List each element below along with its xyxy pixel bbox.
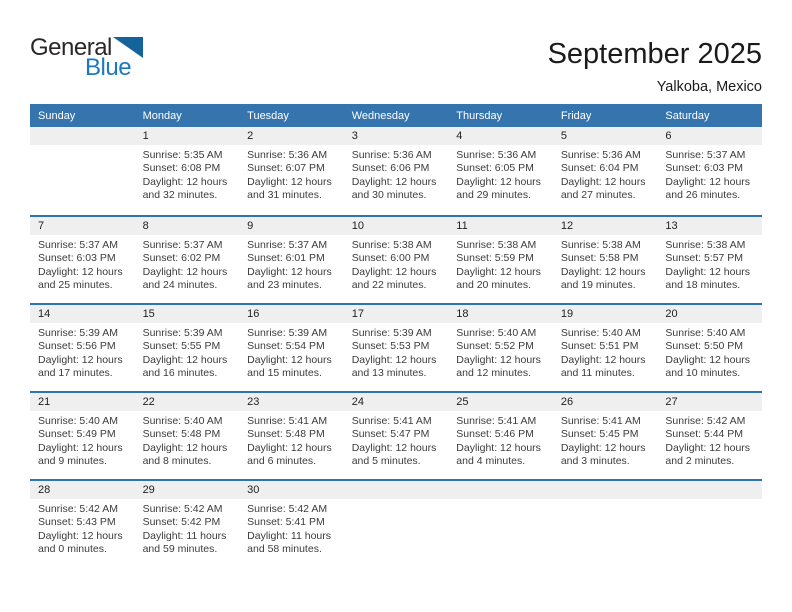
sunset-text: Sunset: 5:52 PM: [456, 340, 534, 353]
calendar-day-cell: [448, 217, 553, 303]
daylight-text-line1: Daylight: 12 hours: [142, 175, 228, 188]
day-number: 28: [38, 484, 51, 496]
daylight-text-line2: and 19 minutes.: [560, 279, 636, 292]
day-details: [448, 235, 553, 293]
daylight-text-line1: Daylight: 12 hours: [351, 175, 437, 188]
daylight-text-line1: Daylight: 12 hours: [456, 265, 541, 278]
calendar-day-cell: [30, 393, 135, 479]
day-number-band: [239, 127, 344, 145]
day-number-band: [448, 127, 553, 145]
day-number: 5: [560, 130, 567, 142]
daylight-text-line2: and 26 minutes.: [665, 189, 741, 202]
sunrise-text: Sunrise: 5:38 AM: [456, 239, 537, 251]
calendar-day-cell: [239, 305, 344, 391]
daylight-text-line2: and 6 minutes.: [247, 455, 317, 468]
day-number-band: [30, 393, 135, 411]
day-details: [30, 235, 135, 293]
day-details: [553, 235, 658, 293]
day-details: [344, 235, 449, 293]
daylight-text-line2: and 16 minutes.: [142, 367, 218, 380]
calendar-day-cell: [239, 127, 344, 215]
daylight-text-line2: and 2 minutes.: [665, 455, 735, 468]
daylight-text-line2: and 58 minutes.: [247, 543, 322, 556]
daylight-text-line1: Daylight: 12 hours: [560, 265, 646, 278]
sunrise-text: Sunrise: 5:40 AM: [665, 327, 746, 339]
day-number: 16: [247, 308, 260, 320]
daylight-text-line1: Daylight: 12 hours: [38, 529, 123, 542]
daylight-text-line1: Daylight: 12 hours: [665, 175, 751, 188]
daylight-text-line2: and 31 minutes.: [247, 189, 322, 202]
sunset-text: Sunset: 5:53 PM: [351, 340, 430, 353]
day-number-band: [135, 393, 240, 411]
day-number: 14: [38, 308, 51, 320]
day-details: [344, 411, 449, 469]
daylight-text-line2: and 18 minutes.: [665, 279, 741, 292]
sunset-text: Sunset: 5:56 PM: [38, 340, 116, 353]
calendar-day-cell: [657, 217, 762, 303]
day-number: 17: [351, 308, 364, 320]
sunset-text: Sunset: 5:44 PM: [665, 428, 744, 441]
calendar-day-cell: [657, 393, 762, 479]
day-number: 21: [38, 396, 51, 408]
day-number-band: [553, 127, 658, 145]
calendar-week-row: [30, 303, 762, 391]
calendar-day-cell: [553, 217, 658, 303]
calendar-week-row: [30, 391, 762, 479]
sunrise-text: Sunrise: 5:42 AM: [247, 503, 328, 515]
day-number: 4: [456, 130, 463, 142]
location-subtitle: Yalkoba, Mexico: [656, 79, 762, 95]
sunrise-text: Sunrise: 5:39 AM: [247, 327, 328, 339]
calendar-day-cell: [135, 305, 240, 391]
sunrise-text: Sunrise: 5:40 AM: [560, 327, 641, 339]
day-number: 12: [560, 220, 574, 232]
calendar-empty-cell: [553, 481, 658, 567]
day-number-band: [553, 481, 658, 499]
calendar-day-cell: [135, 393, 240, 479]
sunset-text: Sunset: 5:54 PM: [247, 340, 325, 353]
daylight-text-line1: Daylight: 12 hours: [351, 353, 437, 366]
daylight-text-line1: Daylight: 12 hours: [456, 353, 541, 366]
day-number-band: [553, 305, 658, 323]
sunrise-text: Sunrise: 5:36 AM: [247, 149, 328, 161]
day-number-band: [448, 481, 553, 499]
day-number: 11: [456, 220, 468, 232]
calendar-day-cell: [239, 393, 344, 479]
day-number: 22: [142, 396, 155, 408]
calendar-day-cell: [657, 127, 762, 215]
calendar-day-cell: [135, 481, 240, 567]
daylight-text-line2: and 8 minutes.: [142, 455, 212, 468]
daylight-text-line2: and 17 minutes.: [38, 367, 113, 380]
sunrise-text: Sunrise: 5:39 AM: [142, 327, 223, 339]
day-details: [448, 411, 553, 469]
day-number-band: [657, 481, 762, 499]
daylight-text-line2: and 25 minutes.: [38, 279, 113, 292]
daylight-text-line2: and 11 minutes.: [560, 367, 635, 380]
calendar-weeks: [30, 127, 762, 567]
daylight-text-line2: and 9 minutes.: [38, 455, 107, 468]
day-number: 15: [142, 308, 155, 320]
day-details: [344, 145, 449, 203]
sunset-text: Sunset: 5:59 PM: [456, 252, 534, 265]
calendar-day-cell: [135, 127, 240, 215]
calendar-day-cell: [448, 393, 553, 479]
sunrise-text: Sunrise: 5:41 AM: [351, 415, 432, 427]
daylight-text-line2: and 30 minutes.: [351, 189, 427, 202]
general-blue-logo: [30, 36, 143, 79]
day-number-band: [135, 481, 240, 499]
day-number-band: [239, 217, 344, 235]
sunrise-text: Sunrise: 5:36 AM: [560, 149, 641, 161]
day-details: [135, 499, 240, 557]
calendar-empty-cell: [448, 481, 553, 567]
day-details: [135, 235, 240, 293]
weekday-header-monday: Monday: [142, 109, 182, 122]
sunrise-text: Sunrise: 5:37 AM: [665, 149, 746, 161]
daylight-text-line1: Daylight: 12 hours: [456, 175, 541, 188]
day-details: [239, 411, 344, 469]
sunrise-text: Sunrise: 5:37 AM: [247, 239, 328, 251]
day-number: 23: [247, 396, 260, 408]
sunset-text: Sunset: 5:48 PM: [247, 428, 325, 441]
sunrise-text: Sunrise: 5:41 AM: [456, 415, 537, 427]
day-number: 2: [247, 130, 254, 142]
daylight-text-line1: Daylight: 12 hours: [142, 353, 228, 366]
sunset-text: Sunset: 5:58 PM: [560, 252, 639, 265]
day-number: 27: [665, 396, 678, 408]
sunrise-text: Sunrise: 5:36 AM: [351, 149, 432, 161]
day-number-band: [448, 217, 553, 235]
calendar-table: [30, 104, 762, 567]
day-number: 24: [351, 396, 364, 408]
calendar-day-cell: [30, 481, 135, 567]
calendar-day-cell: [553, 393, 658, 479]
calendar-day-cell: [30, 217, 135, 303]
day-details: [30, 411, 135, 469]
day-number-band: [239, 481, 344, 499]
day-details: [657, 411, 762, 469]
daylight-text-line2: and 23 minutes.: [247, 279, 322, 292]
day-number-band: [344, 127, 449, 145]
day-number: 7: [38, 220, 45, 232]
day-number-band: [344, 305, 449, 323]
day-number-band: [135, 305, 240, 323]
calendar-week-row: [30, 215, 762, 303]
calendar-day-cell: [344, 393, 449, 479]
sunset-text: Sunset: 5:51 PM: [560, 340, 639, 353]
daylight-text-line1: Daylight: 12 hours: [38, 265, 123, 278]
weekday-header-sunday: Sunday: [38, 109, 76, 122]
daylight-text-line1: Daylight: 12 hours: [247, 265, 332, 278]
sunrise-text: Sunrise: 5:39 AM: [38, 327, 118, 339]
day-details: [553, 411, 658, 469]
day-number-band: [448, 393, 553, 411]
calendar-day-cell: [239, 217, 344, 303]
daylight-text-line2: and 5 minutes.: [351, 455, 421, 468]
daylight-text-line2: and 13 minutes.: [351, 367, 427, 380]
day-number: 1: [142, 130, 149, 142]
sunrise-text: Sunrise: 5:40 AM: [456, 327, 537, 339]
daylight-text-line2: and 15 minutes.: [247, 367, 322, 380]
sunrise-text: Sunrise: 5:40 AM: [142, 415, 223, 427]
calendar-day-cell: [239, 481, 344, 567]
sunrise-text: Sunrise: 5:39 AM: [351, 327, 432, 339]
weekday-header-saturday: Saturday: [665, 109, 710, 122]
day-details: [448, 323, 553, 381]
sunset-text: Sunset: 6:00 PM: [351, 252, 430, 265]
calendar-day-cell: [448, 127, 553, 215]
sunset-text: Sunset: 5:41 PM: [247, 516, 325, 529]
calendar-empty-cell: [344, 481, 449, 567]
sunrise-text: Sunrise: 5:36 AM: [456, 149, 537, 161]
day-details: [135, 411, 240, 469]
day-number-band: [344, 217, 449, 235]
daylight-text-line2: and 32 minutes.: [142, 189, 218, 202]
daylight-text-line2: and 3 minutes.: [560, 455, 630, 468]
daylight-text-line2: and 24 minutes.: [142, 279, 218, 292]
day-number-band: [30, 481, 135, 499]
sunset-text: Sunset: 6:01 PM: [247, 252, 325, 265]
weekday-header-friday: Friday: [560, 109, 592, 122]
day-number: 10: [351, 220, 364, 232]
calendar-day-cell: [135, 217, 240, 303]
daylight-text-line2: and 0 minutes.: [38, 543, 107, 556]
daylight-text-line1: Daylight: 12 hours: [665, 265, 751, 278]
logo-text-blue: Blue: [85, 54, 132, 81]
weekday-header-tuesday: Tuesday: [247, 109, 289, 122]
calendar-day-cell: [657, 305, 762, 391]
daylight-text-line1: Daylight: 12 hours: [351, 265, 437, 278]
sunset-text: Sunset: 6:03 PM: [665, 162, 744, 175]
sunset-text: Sunset: 6:04 PM: [560, 162, 639, 175]
calendar-week-row: [30, 479, 762, 567]
daylight-text-line1: Daylight: 12 hours: [351, 441, 437, 454]
daylight-text-line1: Daylight: 12 hours: [560, 175, 646, 188]
title-block: [548, 38, 762, 95]
calendar-empty-cell: [657, 481, 762, 567]
day-details: [657, 323, 762, 381]
calendar-week-row: [30, 127, 762, 215]
day-number-band: [135, 217, 240, 235]
day-number: 9: [247, 220, 254, 232]
daylight-text-line2: and 22 minutes.: [351, 279, 427, 292]
calendar-empty-cell: [30, 127, 135, 215]
sunset-text: Sunset: 5:46 PM: [456, 428, 534, 441]
weekday-header-wednesday: Wednesday: [351, 109, 410, 122]
logo-text-general: General: [30, 34, 112, 61]
daylight-text-line2: and 59 minutes.: [142, 543, 218, 556]
day-number-band: [553, 217, 658, 235]
day-number-band: [657, 393, 762, 411]
sunset-text: Sunset: 5:50 PM: [665, 340, 744, 353]
sunset-text: Sunset: 5:49 PM: [38, 428, 116, 441]
sunset-text: Sunset: 6:08 PM: [142, 162, 221, 175]
daylight-text-line1: Daylight: 11 hours: [247, 529, 331, 542]
daylight-text-line1: Daylight: 12 hours: [247, 175, 332, 188]
daylight-text-line1: Daylight: 11 hours: [142, 529, 227, 542]
day-number: 30: [247, 484, 260, 496]
sunset-text: Sunset: 5:47 PM: [351, 428, 430, 441]
daylight-text-line2: and 20 minutes.: [456, 279, 531, 292]
daylight-text-line1: Daylight: 12 hours: [665, 441, 751, 454]
day-number-band: [30, 305, 135, 323]
daylight-text-line1: Daylight: 12 hours: [247, 441, 332, 454]
day-number-band: [239, 393, 344, 411]
day-details: [135, 145, 240, 203]
day-number-band: [657, 127, 762, 145]
day-number-band: [30, 127, 135, 145]
day-details: [553, 145, 658, 203]
sunrise-text: Sunrise: 5:42 AM: [142, 503, 223, 515]
sunset-text: Sunset: 6:03 PM: [38, 252, 116, 265]
day-number-band: [657, 217, 762, 235]
day-number-band: [657, 305, 762, 323]
calendar-day-cell: [553, 305, 658, 391]
sunrise-text: Sunrise: 5:37 AM: [38, 239, 118, 251]
day-number: 8: [142, 220, 149, 232]
day-details: [239, 145, 344, 203]
day-details: [657, 145, 762, 203]
daylight-text-line2: and 4 minutes.: [456, 455, 526, 468]
day-details: [30, 499, 135, 557]
day-number: 19: [560, 308, 574, 320]
sunrise-text: Sunrise: 5:42 AM: [665, 415, 746, 427]
day-number-band: [135, 127, 240, 145]
day-number: 20: [665, 308, 678, 320]
day-number-band: [30, 217, 135, 235]
sunset-text: Sunset: 5:48 PM: [142, 428, 221, 441]
daylight-text-line1: Daylight: 12 hours: [560, 353, 646, 366]
sunset-text: Sunset: 5:55 PM: [142, 340, 221, 353]
day-details: [344, 323, 449, 381]
daylight-text-line1: Daylight: 12 hours: [142, 265, 228, 278]
day-number: 13: [665, 220, 678, 232]
daylight-text-line2: and 29 minutes.: [456, 189, 531, 202]
day-number-band: [344, 481, 449, 499]
day-number-band: [344, 393, 449, 411]
sunset-text: Sunset: 5:45 PM: [560, 428, 639, 441]
sunrise-text: Sunrise: 5:37 AM: [142, 239, 223, 251]
day-number: 25: [456, 396, 469, 408]
sunset-text: Sunset: 6:02 PM: [142, 252, 221, 265]
day-details: [30, 323, 135, 381]
day-details: [135, 323, 240, 381]
day-number: 29: [142, 484, 155, 496]
daylight-text-line1: Daylight: 12 hours: [560, 441, 646, 454]
sunset-text: Sunset: 5:57 PM: [665, 252, 744, 265]
daylight-text-line1: Daylight: 12 hours: [38, 353, 123, 366]
calendar-day-cell: [344, 305, 449, 391]
sunrise-text: Sunrise: 5:41 AM: [247, 415, 328, 427]
calendar-day-cell: [344, 127, 449, 215]
day-details: [239, 323, 344, 381]
sunrise-text: Sunrise: 5:35 AM: [142, 149, 223, 161]
sunrise-text: Sunrise: 5:38 AM: [351, 239, 432, 251]
daylight-text-line2: and 10 minutes.: [665, 367, 741, 380]
calendar-day-cell: [344, 217, 449, 303]
sunset-text: Sunset: 5:43 PM: [38, 516, 116, 529]
sunrise-text: Sunrise: 5:42 AM: [38, 503, 118, 515]
day-number: 18: [456, 308, 469, 320]
weekday-header-thursday: Thursday: [456, 109, 503, 122]
sunset-text: Sunset: 6:06 PM: [351, 162, 430, 175]
sunset-text: Sunset: 6:07 PM: [247, 162, 325, 175]
daylight-text-line2: and 27 minutes.: [560, 189, 636, 202]
daylight-text-line1: Daylight: 12 hours: [38, 441, 123, 454]
day-number-band: [448, 305, 553, 323]
calendar-day-cell: [30, 305, 135, 391]
day-details: [657, 235, 762, 293]
day-details: [239, 235, 344, 293]
day-details: [553, 323, 658, 381]
sunrise-text: Sunrise: 5:41 AM: [560, 415, 641, 427]
day-number: 6: [665, 130, 672, 142]
day-number: 26: [560, 396, 574, 408]
daylight-text-line2: and 12 minutes.: [456, 367, 531, 380]
day-number-band: [553, 393, 658, 411]
day-details: [239, 499, 344, 557]
sunrise-text: Sunrise: 5:38 AM: [560, 239, 641, 251]
day-details: [448, 145, 553, 203]
weekday-header-row: [30, 104, 762, 127]
daylight-text-line1: Daylight: 12 hours: [665, 353, 751, 366]
daylight-text-line1: Daylight: 12 hours: [456, 441, 541, 454]
sunset-text: Sunset: 5:42 PM: [142, 516, 221, 529]
sunrise-text: Sunrise: 5:40 AM: [38, 415, 118, 427]
daylight-text-line1: Daylight: 12 hours: [142, 441, 228, 454]
month-title: September 2025: [547, 38, 762, 70]
daylight-text-line1: Daylight: 12 hours: [247, 353, 332, 366]
calendar-day-cell: [553, 127, 658, 215]
calendar-day-cell: [448, 305, 553, 391]
sunrise-text: Sunrise: 5:38 AM: [665, 239, 746, 251]
day-number: 3: [351, 130, 358, 142]
day-number-band: [239, 305, 344, 323]
sunset-text: Sunset: 6:05 PM: [456, 162, 534, 175]
